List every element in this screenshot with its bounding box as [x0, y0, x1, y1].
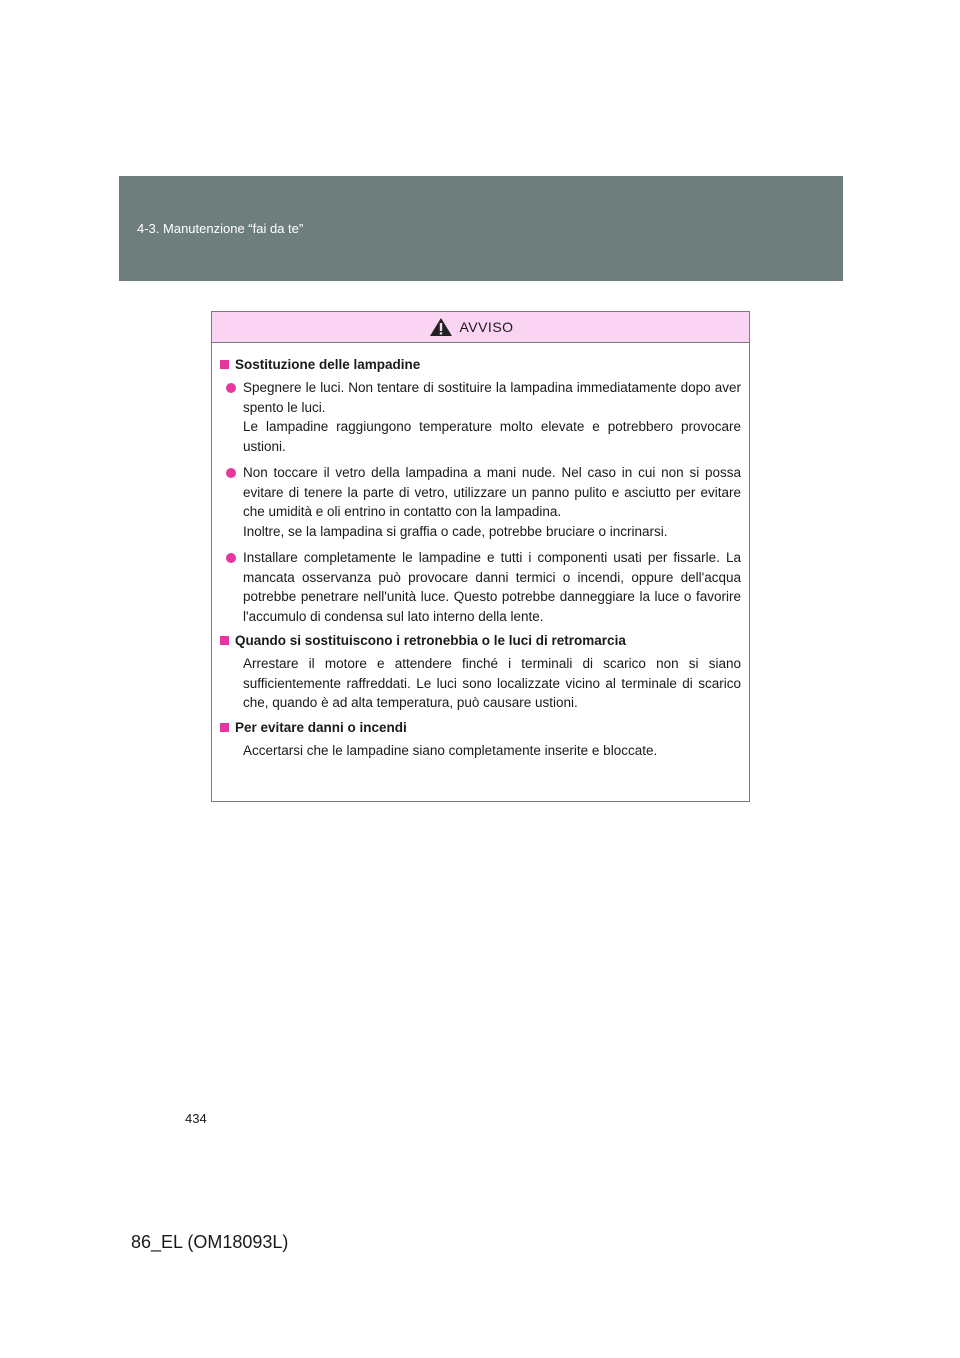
section-paragraph: Arrestare il motore e attendere finché i terminali di scarico non si siano sufficientemente raffreddati. Le luci sono localizzate vicino al terminale di scarico che, quando è ad alta temperatura, può causare ustioni. [243, 656, 741, 710]
bullet-item [226, 378, 741, 456]
warning-label: AVVISO [459, 319, 514, 335]
bullet-text: Installare completamente le lampadine e tutti i componenti usati per fissarle. La mancata osservanza può provocare danni termici o incendi, oppure dell'acqua potrebbe penetrare nell'unità luce. Questo potrebbe danneggiare la luce o favorire l'accumulo di condensa sul lato interno della lente. [243, 550, 741, 624]
square-bullet-icon [220, 723, 229, 732]
document-code: 86_EL (OM18093L) [131, 1232, 289, 1252]
section-heading: Per evitare danni o incendi [220, 720, 741, 735]
section-heading: Quando si sostituiscono i retronebbia o le luci di retromarcia [220, 633, 741, 648]
bullet-item [226, 548, 741, 626]
page-number: 434 [185, 1111, 207, 1126]
section-title: 4-3. Manutenzione “fai da te” [137, 221, 304, 236]
warning-box [211, 311, 750, 802]
warning-body [212, 343, 749, 760]
warning-header [212, 312, 749, 343]
circle-bullet-icon [226, 553, 236, 563]
bullet-text: Non toccare il vetro della lampadina a mani nude. Nel caso in cui non si possa evitare di tenere la parte di vetro, utilizzare un panno pulito e asciutto per evitare che umidità e oli entrino in contatto con la lampadina. Inoltre, se la lampadina si graffia o cade, potrebbe bruciare o incrinarsi. [243, 465, 741, 539]
square-bullet-icon [220, 636, 229, 645]
bullet-text: Spegnere le luci. Non tentare di sostituire la lampadina immediatamente dopo aver spento le luci. Le lampadine raggiungono temperature molto elevate e potrebbero provocare ustioni. [243, 380, 741, 454]
section-heading: Sostituzione delle lampadine [220, 357, 741, 372]
circle-bullet-icon [226, 383, 236, 393]
section-paragraph: Accertarsi che le lampadine siano completamente inserite e bloccate. [243, 742, 658, 758]
warning-triangle-icon [429, 317, 453, 337]
square-bullet-icon [220, 360, 229, 369]
circle-bullet-icon [226, 468, 236, 478]
bullet-item [226, 463, 741, 541]
section-header-band [119, 176, 843, 281]
